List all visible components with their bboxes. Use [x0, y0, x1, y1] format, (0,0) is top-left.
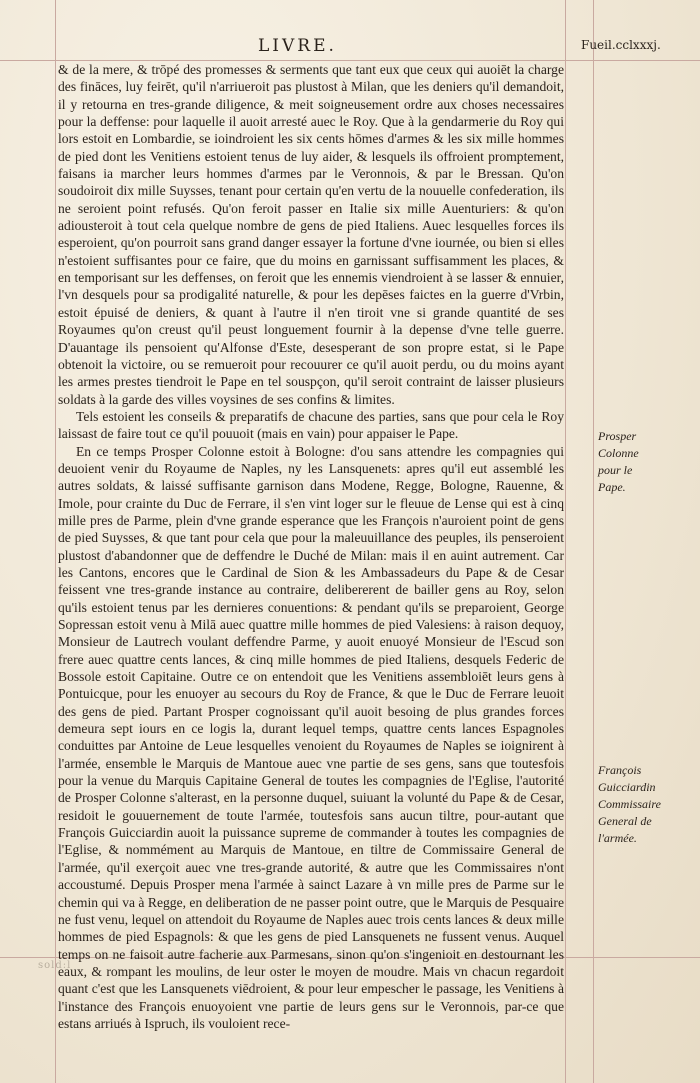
paragraph: Tels estoient les conseils & preparatifs de chacune des parties, sans que pour cela le Roy laissast de faire tout ce qu'il pouuoit (mais en vain) pour appaiser le Pape.: [58, 408, 564, 442]
running-head: LIVRE.: [258, 36, 337, 56]
sidenote-guicciardin: François Guicciardin Commissaire General de l'armée.: [598, 763, 661, 845]
body-text: [58, 61, 564, 1032]
paragraph: En ce temps Prosper Colonne estoit à Bologne: d'ou sans attendre les compagnies qui deuoient venir du Royaume de Naples, ny les Lansquenets: apres qu'il eut assemblé les autres soldats, & laissé suffisante garnison dans Modene, Regge, Bologne, Rauenne, & Imole, pour crainte du Duc de Ferrare, il s'en vint loger sur le fleuue de Lense qui est à cinq mille pres de Parme, plein d'vne grande esperance que les François n'auroient point de gens de pied Suysses, & que tant pour cela que pour la maleuuillance des peuples, ils penseroient plustost d'abandonner que de deffendre le Duché de Milan: mais il en auint autrement. Car les Cantons, encores que le Cardinal de Sion & les Ambassadeurs du Pape & de Cesar feissent vne tres-grande instance au contraire, delibererent de bailler gens au Roy, selon qu'ils estoient tenus par les dernieres conuentions: & pendant qu'ils se preparoient, George Sopressan estoit venu à Milā auec quattre mille hommes de pied Valesiens: à raison dequoy, Monsieur de Lautrech voulant deffendre Parme, y auoit enuoyé Monsieur de l'Escud son frere auec quattre cents lances, & cinq mille hommes de pied Italiens, desquels Federic de Bossole estoit Capitaine. Outre ce on entendoit que les Venitiens assembloiēt leurs gens à Pontuicque, pour les enuoyer au secours du Roy de France, & que le Duc de Ferrare leuoit des gens de pied. Partant Prosper cognoissant qu'il auoit besoing de plus grandes forces demeura sept iours en ce logis la, durant lequel temps, quattre cents lances Espagnoles conduittes par Antoine de Leue lesquelles venoient du Royaumes de Naples se ioignirent à l'armée, ensemble le Marquis de Mantoue auec vne partie de ses gens, sans que toutesfois pour la venue du Marquis Capitaine General de toutes les compagnies de l'Eglise, l'autorité de Prosper Colonne s'alterast, en la personne duquel, suiuant la volunté du Pape & de Cesar, residoit le gouuernement de toute l'armée, toutesfois sans aucun tiltre, pour-autant que François Guicciardin auoit la puissance supreme de commander à toutes les compagnies de l'Eglise, & nommément au Marquis de Mantoue, en tiltre de Commissaire General de l'armée, qu'il exerçoit auec vne tres-grande autorité, & autre que les Commissaires n'ont accoustumé. Depuis Prosper mena l'armée à sainct Lazare à vn mille pres de Parme sur le chemin qui va à Regge, en deliberation de ne passer point outre, que le Marquis de Pesquaire ne fust venu, lequel on attendoit du Royaume de Naples auec trois cents lances & deux mille hommes de pied Espagnols: & que les gens de pied Lansquenets ne fussent venus. Auquel temps on ne faisoit autre facherie aux Parmesans, sinon qu'on s'ingenioit en destournant les eaux, & rompant les moulins, de leur oster le moyen de moudre. Mais vn chacun regardoit quant c'est que les Lansquenets viēdroient, & pour leur empescher le passage, les Venitiens à l'instance des François enuoyoient vne partie de leurs gens sur le Veronnois, par-ce que estans arriués à Ispruch, ils vouloient rece-: [58, 443, 564, 1031]
margin-rule: [593, 0, 594, 1083]
folio-number: Fueil.cclxxxj.: [581, 38, 661, 52]
sidenote-prosper: Prosper Colonne pour le Pape.: [598, 429, 639, 494]
left-rule: [55, 0, 56, 1083]
paragraph: & de la mere, & trōpé des promesses & serments que tant eux que ceux qui auoiēt la charge des fināces, luy feirēt, qu'il n'arriueroit pas plustost à Milan, que les deniers qu'il demandoit, il y retourna en tres-grande diligence, & meit soigneusement ordre aux choses necessaires pour la deffense: pour laquelle il auoit arresté auec le Roy. Que à la gendarmerie du Roy qui lors estoit en Lombardie, se ioindroient les six cents hōmes d'armes & les six mille hommes de pied dont les Venitiens estoient tenus de luy aider, & lesquels ils offroient promptement, faisans ia marcher leurs hommes d'armes par le Veronnois, & par le Bressan. Qu'on soudoiroit dix mille Suysses, tenant pour certain qu'en vertu de la nouuelle confederation, ils ne seroient point refusés. Qu'on feroit passer en Italie six mille Auenturiers: & qu'on adiousteroit à tout cela quelque nombre de gens de pied Italiens. Auec lesquelles forces ils esperoient, qu'on pourroit sans grand danger essayer la fortune d'vne iournée, ou bien si elles n'estoient suffisantes pour ce faire, que du moins en garnissant suffisamment les places, & en temporisant sur les deffenses, on feroit que les ennemis viendroient à se lasser & ennuier, l'vn desquels pour sa prodigalité naturelle, & pour les depēses faictes en la guerre d'Vrbin, estoit épuisé de deniers, & quant à l'autre il n'en tiroit vne si grande quantité de ses Royaumes qu'on creust qu'il peust longuement fournir à la depense d'vne telle guerre. D'auantage ils pensoient qu'Alfonse d'Este, desesperant de son propre estat, si le Pape obtenoit la victoire, ou se remueroit pour recouurer ce qu'il auoit perdu, ou du moins ayant les armes prestes tiendroit le Pape en tel souspçon, qu'il seroit contraint de laisser plusieurs soldats à la garde des villes voysines de ses confins & limites.: [58, 62, 564, 407]
inner-margin-rule: [565, 0, 566, 1083]
bleed-through-mark: sold:l: [38, 960, 72, 971]
